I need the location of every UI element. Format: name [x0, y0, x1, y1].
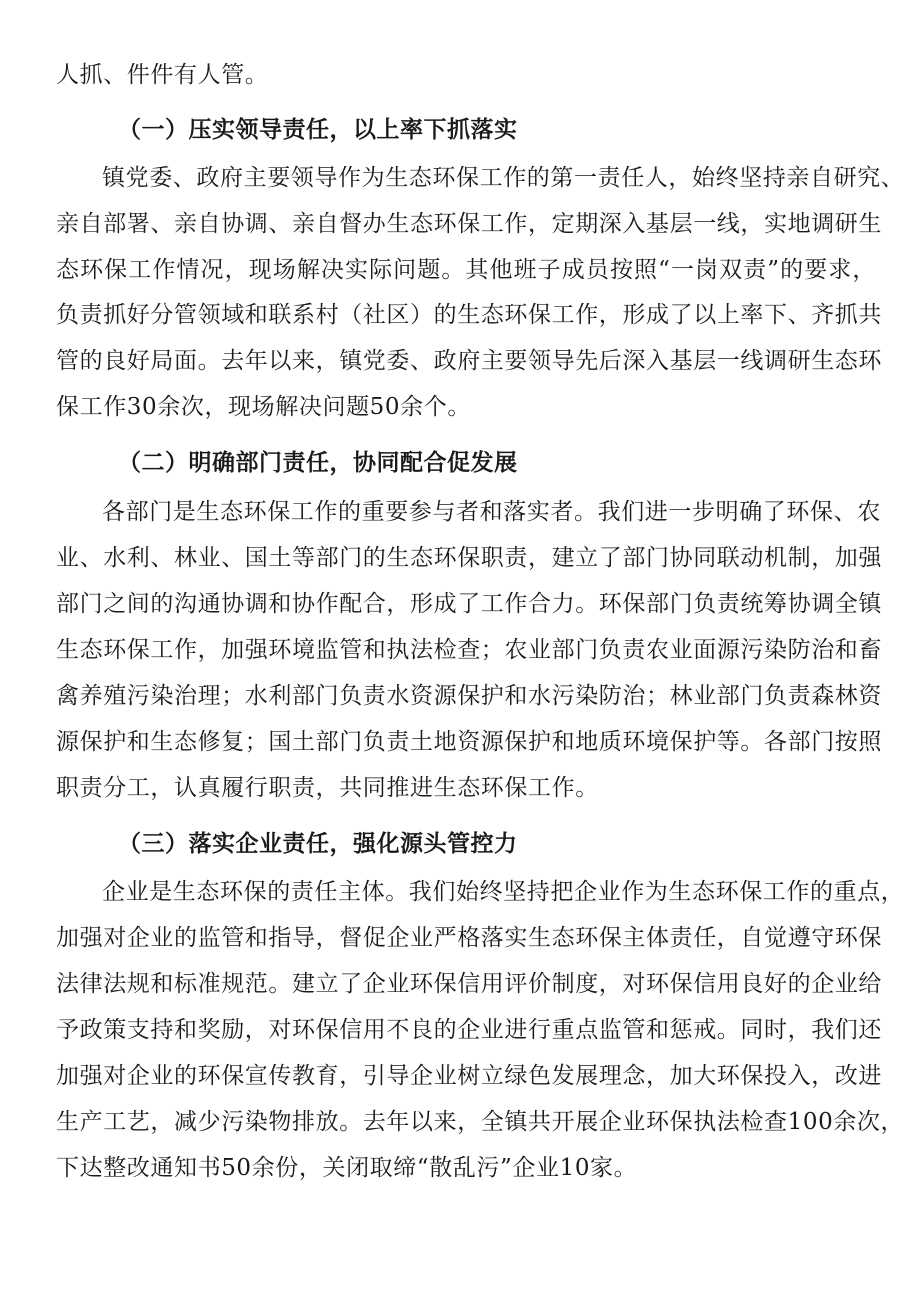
paragraph-line: 加强对企业的监管和指导，督促企业严格落实生态环保主体责任，自觉遵守环保 [56, 925, 882, 951]
paragraph-line: 生态环保工作，加强环境监管和执法检查；农业部门负责农业面源污染防治和畜 [56, 637, 882, 663]
section-heading-3: （三）落实企业责任，强化源头管控力 [118, 831, 518, 857]
paragraph-line: 人抓、件件有人管。 [56, 62, 269, 88]
paragraph-line: 保工作30余次，现场解决问题50余个。 [56, 394, 471, 420]
section-heading-2: （二）明确部门责任，协同配合促发展 [118, 450, 518, 476]
paragraph-line: 生产工艺，减少污染物排放。去年以来，全镇共开展企业环保执法检查100余次， [56, 1109, 905, 1135]
paragraph-line: 各部门是生态环保工作的重要参与者和落实者。我们进一步明确了环保、农 [102, 499, 881, 525]
paragraph-line: 下达整改通知书50余份，关闭取缔“散乱污”企业10家。 [56, 1155, 638, 1181]
paragraph-line: 企业是生态环保的责任主体。我们始终坚持把企业作为生态环保工作的重点， [102, 879, 905, 905]
paragraph-line: 态环保工作情况，现场解决实际问题。其他班子成员按照“一岗双责”的要求， [56, 257, 876, 283]
paragraph-line: 镇党委、政府主要领导作为生态环保工作的第一责任人，始终坚持亲自研究、 [102, 165, 905, 191]
paragraph-line: 部门之间的沟通协调和协作配合，形成了工作合力。环保部门负责统筹协调全镇 [56, 591, 882, 617]
paragraph-line: 负责抓好分管领域和联系村（社区）的生态环保工作，形成了以上率下、齐抓共 [56, 302, 882, 328]
paragraph-line: 职责分工，认真履行职责，共同推进生态环保工作。 [56, 775, 599, 801]
paragraph-line: 亲自部署、亲自协调、亲自督办生态环保工作，定期深入基层一线，实地调研生 [56, 211, 882, 237]
section-heading-1: （一）压实领导责任，以上率下抓落实 [118, 117, 518, 143]
paragraph-line: 加强对企业的环保宣传教育，引导企业树立绿色发展理念，加大环保投入，改进 [56, 1063, 882, 1089]
paragraph-line: 法律法规和标准规范。建立了企业环保信用评价制度，对环保信用良好的企业给 [56, 971, 882, 997]
paragraph-line: 禽养殖污染治理；水利部门负责水资源保护和水污染防治；林业部门负责森林资 [56, 683, 882, 709]
paragraph-line: 管的良好局面。去年以来，镇党委、政府主要领导先后深入基层一线调研生态环 [56, 348, 882, 374]
paragraph-line: 予政策支持和奖励，对环保信用不良的企业进行重点监管和惩戒。同时，我们还 [56, 1017, 882, 1043]
paragraph-line: 业、水利、林业、国土等部门的生态环保职责，建立了部门协同联动机制，加强 [56, 545, 882, 571]
paragraph-line: 源保护和生态修复；国土部门负责土地资源保护和地质环境保护等。各部门按照 [56, 729, 882, 755]
